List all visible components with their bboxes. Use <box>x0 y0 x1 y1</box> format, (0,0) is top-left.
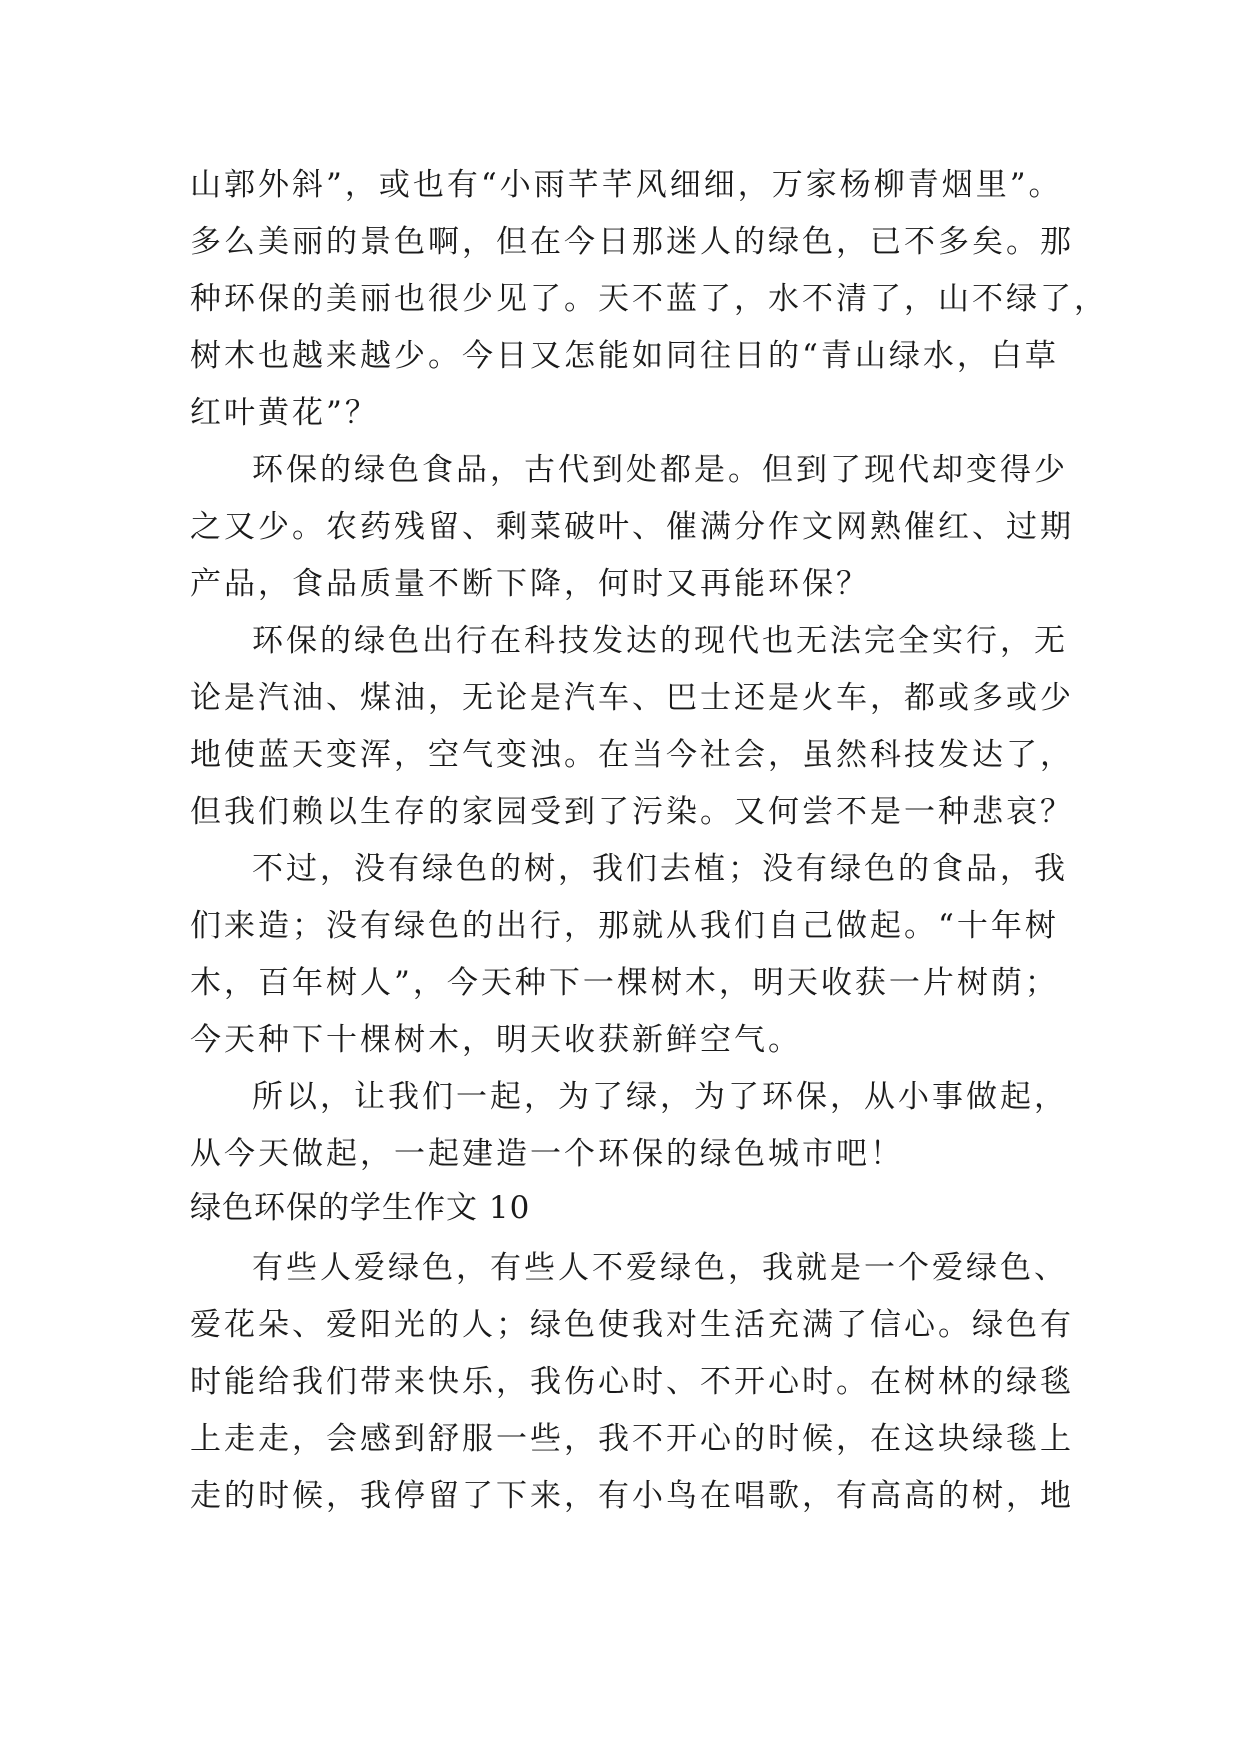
text-line: 红叶黄花”？ <box>190 395 379 431</box>
text-line: 之又少。农药残留、剩菜破叶、催满分作文网熟催红、过期 <box>190 509 1074 545</box>
text-line: 论是汽油、煤油，无论是汽车、巴士还是火车，都或多或少 <box>190 680 1074 716</box>
text-line: 但我们赖以生存的家园受到了污染。又何尝不是一种悲哀？ <box>190 794 1074 830</box>
paragraph-first-line: 环保的绿色出行在科技发达的现代也无法完全实行，无 <box>252 623 1068 659</box>
text-line: 多么美丽的景色啊，但在今日那迷人的绿色，已不多矣。那 <box>190 224 1074 260</box>
text-line: 种环保的美丽也很少见了。天不蓝了，水不清了，山不绿了， <box>190 281 1108 317</box>
paragraph-first-line: 不过，没有绿色的树，我们去植；没有绿色的食品，我 <box>252 851 1068 887</box>
text-line: 今天种下十棵树木，明天收获新鲜空气。 <box>190 1022 802 1058</box>
paragraph-first-line: 所以，让我们一起，为了绿，为了环保，从小事做起， <box>252 1079 1068 1115</box>
text-line: 们来造；没有绿色的出行，那就从我们自己做起。“十年树 <box>190 908 1059 944</box>
text-line: 上走走，会感到舒服一些，我不开心的时候，在这块绿毯上 <box>190 1421 1074 1457</box>
paragraph-first-line: 环保的绿色食品，古代到处都是。但到了现代却变得少 <box>252 452 1068 488</box>
text-line: 山郭外斜”，或也有“小雨芊芊风细细，万家杨柳青烟里”。 <box>190 167 1063 203</box>
text-line: 产品，食品质量不断下降，何时又再能环保？ <box>190 566 870 602</box>
text-line: 时能给我们带来快乐，我伤心时、不开心时。在树林的绿毯 <box>190 1364 1074 1400</box>
text-line: 树木也越来越少。今日又怎能如同往日的“青山绿水，白草 <box>190 338 1059 374</box>
text-line: 爱花朵、爱阳光的人；绿色使我对生活充满了信心。绿色有 <box>190 1307 1074 1343</box>
section-heading: 绿色环保的学生作文 10 <box>190 1190 531 1226</box>
text-line: 木，百年树人”，今天种下一棵树木，明天收获一片树荫； <box>190 965 1059 1001</box>
text-line: 地使蓝天变浑，空气变浊。在当今社会，虽然科技发达了， <box>190 737 1074 773</box>
paragraph-first-line: 有些人爱绿色，有些人不爱绿色，我就是一个爱绿色、 <box>252 1250 1068 1286</box>
text-line: 从今天做起，一起建造一个环保的绿色城市吧！ <box>190 1136 904 1172</box>
text-line: 走的时候，我停留了下来，有小鸟在唱歌，有高高的树，地 <box>190 1478 1074 1514</box>
